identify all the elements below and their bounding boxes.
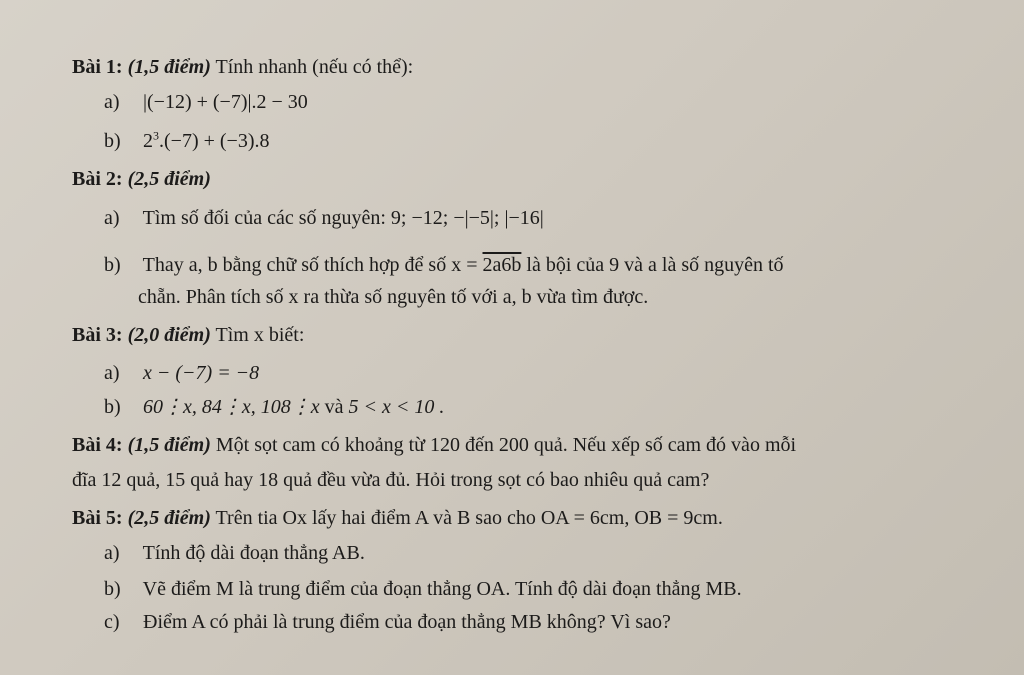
problem-4-text-1: Một sọt cam có khoảng từ 120 đến 200 quả. Nếu xếp số cam đó vào mỗi: [215, 434, 797, 456]
problem-3a-expression: x − (−7) = −8: [143, 362, 260, 384]
problem-1b-label: b): [104, 130, 121, 152]
problem-4-text-2: đĩa 12 quả, 15 quả hay 18 quả đều vừa đủ. Hỏi trong sọt có bao nhiêu quả cam?: [72, 469, 710, 491]
problem-3-label: Bài 3:: [72, 324, 123, 346]
problem-5c-text: Điểm A có phải là trung điểm của đoạn thẳng MB không? Vì sao?: [143, 611, 671, 633]
problem-2-header: [72, 166, 211, 192]
problem-2a-text: Tìm số đối của các số nguyên:: [142, 207, 386, 229]
problem-3a: [104, 360, 259, 386]
problem-1-title: Tính nhanh (nếu có thể):: [215, 56, 414, 78]
problem-5b: [104, 576, 742, 602]
problem-2-points: (2,5 điểm): [127, 168, 211, 190]
problem-5-label: Bài 5:: [72, 507, 123, 529]
problem-1-points: (1,5 điểm): [127, 56, 211, 78]
problem-5a-text: Tính độ dài đoạn thẳng AB.: [142, 542, 365, 564]
problem-5c-label: c): [104, 611, 120, 633]
problem-5-title: Trên tia Ox lấy hai điểm A và B sao cho OA = 6cm, OB = 9cm.: [215, 507, 723, 529]
problem-3-title: Tìm x biết:: [215, 324, 305, 346]
problem-4-line-2: [72, 467, 709, 493]
problem-3b-inequality: 5 < x < 10 .: [348, 396, 445, 418]
problem-2b-label: b): [104, 254, 121, 276]
problem-2b-number: 2a6b: [482, 254, 522, 276]
problem-1-label: Bài 1:: [72, 56, 123, 78]
problem-5b-text: Vẽ điểm M là trung điểm của đoạn thẳng OA. Tính độ dài đoạn thẳng MB.: [142, 578, 742, 600]
problem-2a-label: a): [104, 207, 120, 229]
problem-2b-text-2: là bội của 9 và a là số nguyên tố: [526, 254, 784, 276]
problem-2b-text-1: Thay a, b bằng chữ số thích hợp để số: [142, 254, 447, 276]
problem-4-line-1: [72, 432, 796, 458]
problem-5a: [104, 540, 365, 566]
problem-2b-text-3: chẵn. Phân tích số x ra thừa số nguyên tố với a, b vừa tìm được.: [138, 286, 649, 308]
problem-5c: [104, 609, 671, 635]
problem-4-label: Bài 4:: [72, 434, 123, 456]
problem-1b-exponent: 3: [153, 128, 159, 143]
problem-5b-label: b): [104, 578, 121, 600]
problem-5-points: (2,5 điểm): [127, 507, 211, 529]
problem-1b-expression: .(−7) + (−3).8: [159, 130, 270, 152]
problem-2b: [104, 252, 784, 278]
problem-1a-expression: |(−12) + (−7)|.2 − 30: [143, 91, 308, 113]
problem-5-header: [72, 505, 723, 531]
problem-1a: [104, 89, 308, 115]
problem-5a-label: a): [104, 542, 120, 564]
problem-1b: [104, 128, 269, 154]
problem-4-points: (1,5 điểm): [127, 434, 211, 456]
problem-1a-label: a): [104, 91, 120, 113]
problem-3b-label: b): [104, 396, 121, 418]
problem-2b-x-equals: x =: [451, 254, 483, 276]
problem-3b-and: và: [324, 396, 344, 418]
problem-1-header: [72, 54, 413, 80]
problem-3b: [104, 394, 444, 420]
problem-3-header: [72, 322, 304, 348]
problem-2-label: Bài 2:: [72, 168, 123, 190]
problem-2a-expression: 9; −12; −|−5|; |−16|: [390, 207, 544, 229]
problem-3-points: (2,0 điểm): [127, 324, 211, 346]
problem-3a-label: a): [104, 362, 120, 384]
problem-2b-cont: [138, 284, 648, 310]
problem-1b-base: 2: [143, 130, 153, 152]
problem-3b-expression: 60⋮x, 84⋮x, 108⋮x: [143, 396, 320, 418]
problem-2a: [104, 205, 544, 231]
